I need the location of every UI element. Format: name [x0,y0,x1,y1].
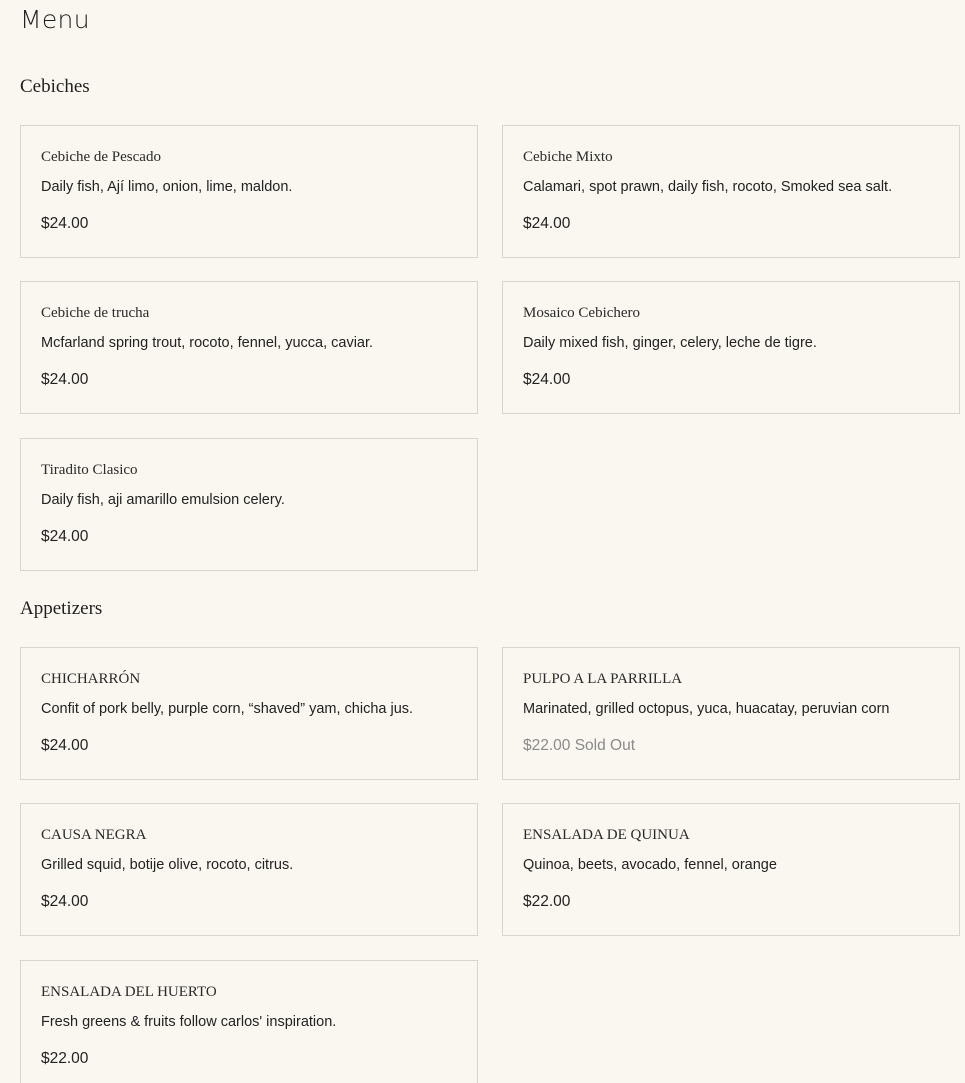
menu-item-cebiche-mixto[interactable] [502,125,960,258]
menu-item-description: Fresh greens & fruits follow carlos' inspiration. [41,1014,337,1030]
menu-item-name: CAUSA NEGRA [41,827,147,843]
menu-item-name: ENSALADA DE QUINUA [523,827,690,843]
section-title-appetizers: Appetizers [20,598,103,619]
menu-item-name: CHICHARRÓN [41,671,141,687]
menu-item-name: ENSALADA DEL HUERTO [41,984,217,1000]
menu-item-cebiche-de-trucha[interactable] [20,281,478,414]
menu-item-tiradito-clasico[interactable] [20,438,478,571]
menu-item-ensalada-de-quinua[interactable] [502,803,960,936]
menu-item-price: $24.00 [41,215,89,232]
menu-item-price: $24.00 [523,215,571,232]
menu-item-price: $24.00 [41,371,89,388]
menu-item-ensalada-del-huerto[interactable] [20,960,478,1083]
menu-item-description: Mcfarland spring trout, rocoto, fennel, yucca, caviar. [41,335,374,351]
page-title: Menu [20,5,90,34]
menu-item-description: Calamari, spot prawn, daily fish, rocoto, Smoked sea salt. [523,179,893,195]
menu-item-chicharron[interactable] [20,647,478,780]
menu-item-description: Marinated, grilled octopus, yuca, huacatay, peruvian corn [523,701,890,717]
menu-item-description: Confit of pork belly, purple corn, “shaved” yam, chicha jus. [41,701,414,717]
menu-item-price: $24.00 [41,737,89,754]
menu-item-mosaico-cebichero[interactable] [502,281,960,414]
menu-item-price: $24.00 [41,893,89,910]
menu-item-name: Tiradito Clasico [41,462,138,478]
menu-item-description: Daily fish, Ají limo, onion, lime, maldon. [41,179,293,195]
menu-item-name: PULPO A LA PARRILLA [523,671,683,687]
section-title-cebiches: Cebiches [20,76,90,97]
menu-item-price: $24.00 [41,528,89,545]
menu-item-causa-negra[interactable] [20,803,478,936]
menu-item-price: $22.00 [523,893,571,910]
menu-item-name: Mosaico Cebichero [523,305,641,321]
menu-item-description: Daily mixed fish, ginger, celery, leche de tigre. [523,335,817,351]
menu-item-name: Cebiche de Pescado [41,149,161,165]
menu-item-cebiche-de-pescado[interactable] [20,125,478,258]
menu-item-description: Grilled squid, botije olive, rocoto, citrus. [41,857,294,873]
menu-item-price: $22.00 [41,1050,89,1067]
menu-item-name: Cebiche de trucha [41,305,150,321]
menu-item-name: Cebiche Mixto [523,149,613,165]
menu-item-description: Daily fish, aji amarillo emulsion celery. [41,492,285,508]
menu-item-price-sold-out: $22.00 Sold Out [523,737,636,754]
menu-item-pulpo-a-la-parrilla[interactable] [502,647,960,780]
menu-item-price: $24.00 [523,371,571,388]
menu-item-description: Quinoa, beets, avocado, fennel, orange [523,857,777,873]
